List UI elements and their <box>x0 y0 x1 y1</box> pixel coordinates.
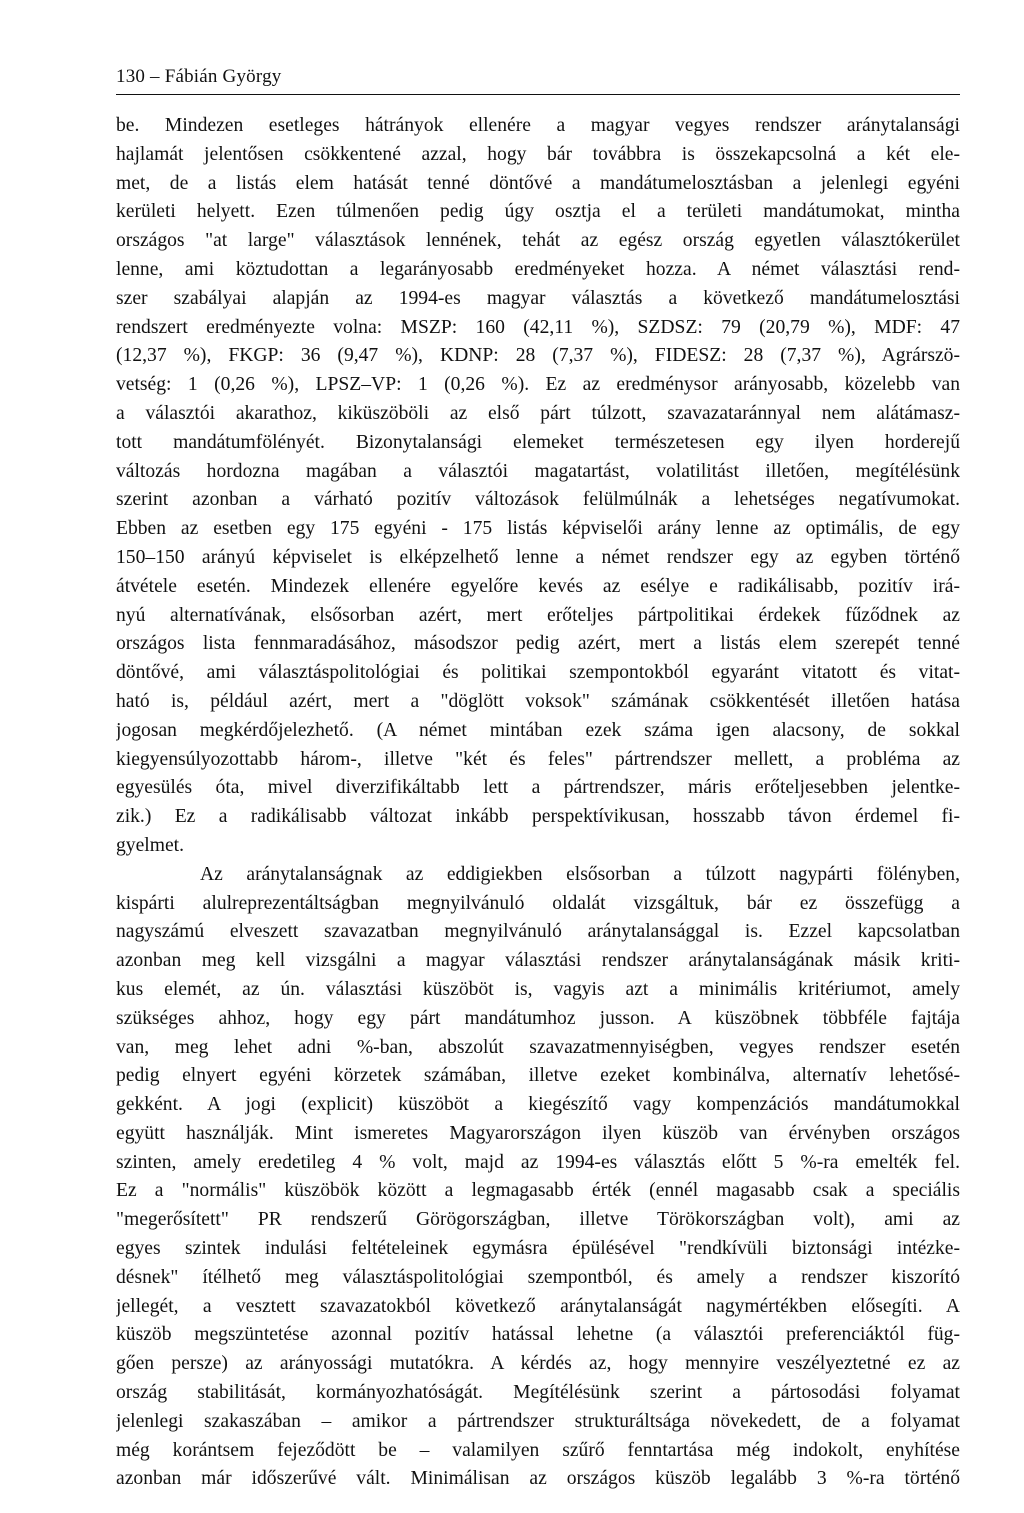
body-text <box>116 112 960 1494</box>
text-line: azonban már időszerűvé vált. Minimálisan az országos küszöb legalább 3 %-ra történő <box>116 1468 960 1490</box>
text-line: Ebben az esetben egy 175 egyéni - 175 listás képviselői arány lenne az optimális, de egy <box>116 518 960 540</box>
text-line: szer szabályai alapján az 1994-es magyar választás a következő mandátumelosztási <box>116 287 960 309</box>
text-line: jelenlegi szakaszában – amikor a pártrendszer strukturáltsága növekedett, de a folyamat <box>116 1410 960 1432</box>
text-line: jogosan megkérdőjelezhető. (A német mintában ezek száma igen alacsony, de sokkal <box>116 719 960 741</box>
text-line: zik.) Ez a radikálisabb változat inkább perspektívikusan, hosszabb távon érdemel fi- <box>116 806 960 828</box>
text-line: országos "at large" választások lennének, tehát az egész ország egyetlen választókerület <box>116 230 960 252</box>
text-line: átvétele esetén. Mindezek ellenére egyelőre kevés az esélye e radikálisabb, pozitív irá- <box>116 575 960 597</box>
text-line: szükséges ahhoz, hogy egy párt mandátumhoz jusson. A küszöbnek többféle fajtája <box>116 1007 960 1029</box>
text-line: változás hordozna magában a választói magatartást, volatilitást illetően, megítélésünk <box>116 460 960 482</box>
running-head: 130 – Fábián György <box>116 64 960 95</box>
text-line: vetség: 1 (0,26 %), LPSZ–VP: 1 (0,26 %). Ez az eredménysor arányosabb, közelebb van <box>116 374 960 396</box>
text-line: gyelmet. <box>116 834 185 856</box>
text-line: van, meg lehet adni %-ban, abszolút szavazatmennyiségben, vegyes rendszer esetén <box>116 1036 960 1058</box>
text-line: a választói akarathoz, kiküszöböli az első párt túlzott, szavazatаránnyal nem alátámasz- <box>116 402 960 424</box>
text-line: kus elemét, az ún. választási küszöböt is, vagyis azt a minimális kritériumot, amely <box>116 978 960 1000</box>
text-line: szerint azonban a várható pozitív változások felülmúlnák a lehetséges negatívumokat. <box>116 489 960 511</box>
text-line: nagyszámú elveszett szavazatban megnyilvánuló aránytalansággal is. Ezzel kapcsolatban <box>116 921 960 943</box>
text-line: rendszert eredményezte volna: MSZP: 160 (42,11 %), SZDSZ: 79 (20,79 %), MDF: 47 <box>116 316 960 338</box>
text-line: egyes szintek indulási feltételeinek egymásra épülésével "rendkívüli biztonsági intézke- <box>116 1238 960 1260</box>
text-line: kiegyensúlyozottabb három-, illetve "két és feles" pártrendszer mellett, a probléma az <box>116 748 960 770</box>
text-line: országos lista fennmaradásához, másodszor pedig azért, mert a listás elem szerepét tenné <box>116 633 960 655</box>
text-line: tott mandátumfölényét. Bizonytalansági elemeket természetesen egy ilyen horderejű <box>116 431 960 453</box>
text-line: ország stabilitását, kormányozhatóságát. Megítélésünk szerint a pártosodási folyamat <box>116 1382 960 1404</box>
text-line: gően persze) az arányossági mutatókra. A kérdés az, hogy mennyire veszélyeztetné ez az <box>116 1353 960 1375</box>
text-line: gekként. A jogi (explicit) küszöböt a kiegészítő vagy kompenzációs mandátumokkal <box>116 1094 960 1116</box>
text-line: nyú alternatívának, elsősorban azért, mert erőteljes pártpolitikai érdekek fűződnek az <box>116 604 960 626</box>
text-line: ható is, például azért, mert a "döglött voksok" számának csökkentését illetően hatása <box>116 690 960 712</box>
text-line: kispárti alulreprezentáltságban megnyilvánuló oldalát vizsgáltuk, bár ez összefügg a <box>116 892 960 914</box>
text-line: Az aránytalanságnak az eddigiekben elsősorban a túlzott nagypárti fölényben, <box>200 863 960 885</box>
text-line: küszöb megszüntetése azonnal pozitív hatással lehetne (a választói preferenciáktól füg- <box>116 1324 960 1346</box>
text-line: egyesülés óta, mivel diverzifikáltabb lett a pártrendszer, máris erőteljesebben jelentke- <box>116 777 960 799</box>
text-line: kerületi helyett. Ezen túlmenően pedig úgy osztja el a területi mandátumokat, mintha <box>116 201 960 223</box>
text-line: lenne, ami köztudottan a legarányosabb eredményeket hozza. A német választási rend- <box>116 258 960 280</box>
text-line: azonban meg kell vizsgálni a magyar választási rendszer aránytalanságának másik kriti- <box>116 950 960 972</box>
text-line: együtt használják. Mint ismeretes Magyarországon ilyen küszöb van érvényben országos <box>116 1122 960 1144</box>
text-line: hajlamát jelentősen csökkentené azzal, hogy bár továbbra is összekapcsolná a két ele- <box>116 143 960 165</box>
text-line: döntővé, ami választáspolitológiai és politikai szempontokból egyaránt vitatott és vitat- <box>116 662 960 684</box>
text-line: met, de a listás elem hatását tenné döntővé a mandátumelosztásban a jelenlegi egyéni <box>116 172 960 194</box>
text-line: szinten, amely eredetileg 4 % volt, majd az 1994-es választás előtt 5 %-ra emelték fel. <box>116 1151 960 1173</box>
text-line: 150–150 arányú képviselet is elképzelhető lenne a német rendszer egy az egyben történő <box>116 546 960 568</box>
text-line: "megerősített" PR rendszerű Görögországban, illetve Törökországban volt), ami az <box>116 1209 960 1231</box>
text-line: még korántsem fejeződött be – valamilyen szűrő fenntartása még indokolt, enyhítése <box>116 1439 960 1461</box>
text-line: be. Mindezen esetleges hátrányok ellenére a magyar vegyes rendszer aránytalansági <box>116 115 960 136</box>
text-line: pedig elnyert egyéni körzetek számában, illetve ezeket kombinálva, alternatív lehetősé- <box>116 1065 960 1087</box>
text-line: désnek" ítélhető meg választáspolitológiai szempontból, és amely a rendszer kiszorító <box>116 1266 960 1288</box>
text-line: (12,37 %), FKGP: 36 (9,47 %), KDNP: 28 (7,37 %), FIDESZ: 28 (7,37 %), Agrárszö- <box>116 345 960 367</box>
text-line: Ez a "normális" küszöbök között a legmagasabb érték (ennél magasabb csak a speciális <box>116 1180 960 1202</box>
text-line: jellegét, a vesztett szavazatokból következő aránytalanságát nagymértékben elősegíti. A <box>116 1295 960 1317</box>
